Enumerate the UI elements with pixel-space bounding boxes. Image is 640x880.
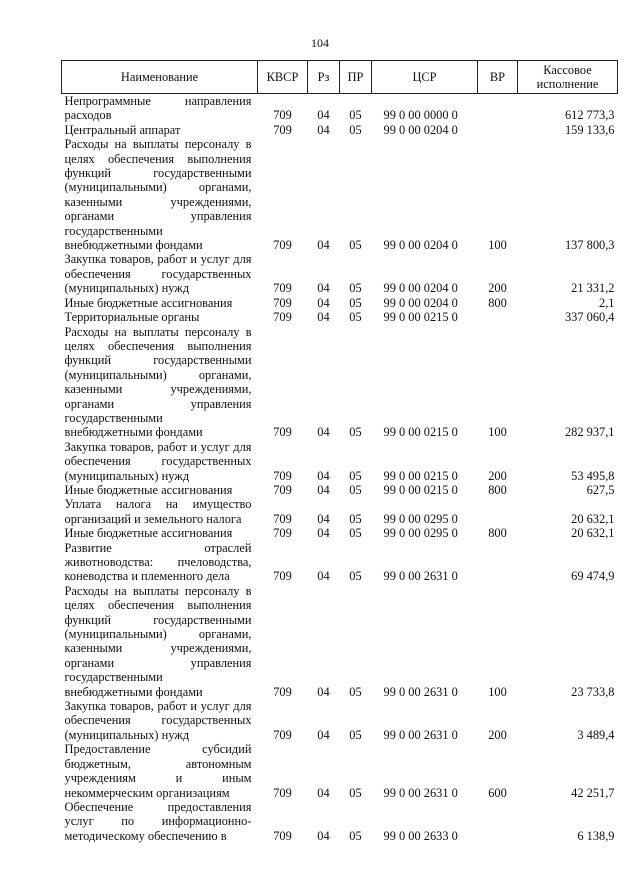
- cell-pr: 05: [349, 468, 362, 483]
- table-row: [62, 325, 618, 440]
- cell-sum: 21 331,2: [571, 281, 615, 296]
- cell-vr: 100: [488, 238, 507, 253]
- cell-sum: 282 937,1: [564, 425, 615, 440]
- cell-kvsr: 709: [273, 727, 292, 742]
- table-row: [62, 541, 618, 584]
- budget-table: [61, 60, 618, 843]
- cell-rz: 04: [317, 425, 330, 440]
- cell-pr: 05: [349, 281, 362, 296]
- cell-name: Предоставление субсидий бюджетным, автономным учреждениям и иным некоммерческим организациям: [64, 742, 252, 800]
- cell-vr: 800: [488, 295, 507, 310]
- cell-kvsr: 709: [273, 482, 292, 497]
- table-row: [62, 584, 618, 699]
- cell-sum: 337 060,4: [564, 310, 615, 325]
- header-kvsr: КВСР: [258, 61, 308, 94]
- cell-rz: 04: [317, 468, 330, 483]
- cell-rz: 04: [317, 569, 330, 584]
- cell-name: Закупка товаров, работ и услуг для обеспечения государственных (муниципальных) нужд: [64, 699, 252, 742]
- cell-csr: 99 0 00 0215 0: [383, 482, 458, 497]
- table-header: [62, 61, 618, 94]
- cell-name: Центральный аппарат: [64, 122, 181, 137]
- cell-csr: 99 0 00 0204 0: [383, 281, 458, 296]
- table-body: [62, 94, 618, 844]
- cell-vr: [478, 497, 518, 526]
- cell-kvsr: 709: [273, 569, 292, 584]
- cell-sum: 42 251,7: [571, 785, 615, 800]
- header-csr: ЦСР: [372, 61, 478, 94]
- cell-name: Закупка товаров, работ и услуг для обеспечения государственных (муниципальных) нужд: [64, 439, 252, 483]
- cell-csr: 99 0 00 2633 0: [383, 828, 458, 843]
- page-number: 104: [311, 36, 329, 50]
- cell-sum: 23 733,8: [571, 684, 615, 699]
- cell-kvsr: 709: [273, 526, 292, 541]
- cell-kvsr: 709: [273, 281, 292, 296]
- cell-name: Непрограммные направления расходов: [64, 94, 252, 123]
- table-row: [62, 483, 618, 497]
- table-row: [62, 252, 618, 295]
- cell-rz: 04: [317, 526, 330, 541]
- cell-pr: 05: [349, 482, 362, 497]
- table-row: [62, 296, 618, 310]
- header-name: Наименование: [62, 61, 258, 94]
- cell-name: Расходы на выплаты персоналу в целях обеспечения выполнения функций государственными (муниципальными) органами, казенными учреждениями, органами управления государственными внебюджетными фондами: [64, 137, 252, 253]
- cell-rz: 04: [317, 281, 330, 296]
- cell-vr: [478, 123, 518, 137]
- table-row: [62, 123, 618, 137]
- cell-csr: 99 0 00 0204 0: [383, 238, 458, 253]
- cell-sum: 69 474,9: [571, 569, 615, 584]
- cell-csr: 99 0 00 0215 0: [383, 425, 458, 440]
- cell-sum: 612 773,3: [564, 108, 615, 123]
- cell-name: Иные бюджетные ассигнования: [64, 482, 233, 497]
- cell-vr: 200: [488, 468, 507, 483]
- table-row: [62, 440, 618, 483]
- table-row: [62, 137, 618, 252]
- cell-pr: 05: [349, 526, 362, 541]
- cell-vr: 200: [488, 727, 507, 742]
- cell-vr: 200: [488, 281, 507, 296]
- header-sum: Кассовое исполнение: [518, 61, 618, 94]
- cell-kvsr: 709: [273, 468, 292, 483]
- cell-pr: 05: [349, 684, 362, 699]
- cell-csr: 99 0 00 0204 0: [383, 295, 458, 310]
- cell-vr: 100: [488, 684, 507, 699]
- cell-name: Иные бюджетные ассигнования: [64, 295, 233, 310]
- cell-csr: 99 0 00 2631 0: [383, 569, 458, 584]
- table-row: [62, 94, 618, 123]
- table-row: [62, 497, 618, 526]
- cell-sum: 159 133,6: [564, 122, 615, 137]
- cell-csr: 99 0 00 0215 0: [383, 468, 458, 483]
- cell-pr: 05: [349, 785, 362, 800]
- cell-pr: 05: [349, 569, 362, 584]
- cell-name: Уплата налога на имущество организаций и земельного налога: [64, 497, 252, 526]
- cell-rz: 04: [317, 482, 330, 497]
- cell-kvsr: 709: [273, 785, 292, 800]
- cell-kvsr: 709: [273, 310, 292, 325]
- cell-pr: 05: [349, 122, 362, 137]
- cell-kvsr: 709: [273, 425, 292, 440]
- cell-vr: 800: [488, 526, 507, 541]
- cell-pr: 05: [349, 511, 362, 526]
- cell-name: Расходы на выплаты персоналу в целях обеспечения выполнения функций государственными (муниципальными) органами, казенными учреждениями, органами управления государственными внебюджетными фондами: [64, 583, 252, 699]
- cell-sum: 2,1: [599, 295, 615, 310]
- cell-kvsr: 709: [273, 238, 292, 253]
- cell-sum: 6 138,9: [577, 828, 615, 843]
- cell-name: Обеспечение предоставления услуг по информационно-методическому обеспечению в: [64, 799, 252, 843]
- cell-rz: 04: [317, 511, 330, 526]
- header-rz: Рз: [308, 61, 340, 94]
- cell-rz: 04: [317, 785, 330, 800]
- cell-name: Расходы на выплаты персоналу в целях обеспечения выполнения функций государственными (муниципальными) органами, казенными учреждениями, органами управления государственными внебюджетными фондами: [64, 324, 252, 440]
- cell-sum: 20 632,1: [571, 526, 615, 541]
- cell-rz: 04: [317, 684, 330, 699]
- cell-csr: 99 0 00 0000 0: [383, 108, 458, 123]
- cell-csr: 99 0 00 2631 0: [383, 727, 458, 742]
- cell-kvsr: 709: [273, 295, 292, 310]
- cell-kvsr: 709: [273, 511, 292, 526]
- cell-csr: 99 0 00 0295 0: [383, 511, 458, 526]
- table-row: [62, 310, 618, 324]
- cell-vr: [478, 541, 518, 584]
- cell-sum: 627,5: [586, 482, 615, 497]
- cell-sum: 137 800,3: [564, 238, 615, 253]
- cell-pr: 05: [349, 425, 362, 440]
- cell-pr: 05: [349, 310, 362, 325]
- cell-rz: 04: [317, 310, 330, 325]
- header-vr: ВР: [478, 61, 518, 94]
- cell-rz: 04: [317, 828, 330, 843]
- header-pr: ПР: [340, 61, 372, 94]
- cell-vr: 600: [488, 785, 507, 800]
- cell-sum: 3 489,4: [577, 727, 615, 742]
- cell-sum: 20 632,1: [571, 511, 615, 526]
- cell-csr: 99 0 00 0215 0: [383, 310, 458, 325]
- cell-rz: 04: [317, 295, 330, 310]
- cell-csr: 99 0 00 0204 0: [383, 122, 458, 137]
- cell-sum: 53 495,8: [571, 468, 615, 483]
- table-row: [62, 699, 618, 742]
- cell-rz: 04: [317, 727, 330, 742]
- cell-rz: 04: [317, 122, 330, 137]
- cell-vr: [478, 94, 518, 123]
- cell-name: Закупка товаров, работ и услуг для обеспечения государственных (муниципальных) нужд: [64, 252, 252, 296]
- table-row: [62, 800, 618, 843]
- cell-pr: 05: [349, 828, 362, 843]
- cell-kvsr: 709: [273, 122, 292, 137]
- table-row: [62, 742, 618, 800]
- cell-vr: [478, 310, 518, 324]
- cell-csr: 99 0 00 2631 0: [383, 684, 458, 699]
- cell-vr: 800: [488, 482, 507, 497]
- cell-name: Территориальные органы: [64, 310, 200, 325]
- cell-pr: 05: [349, 727, 362, 742]
- cell-pr: 05: [349, 238, 362, 253]
- table-row: [62, 526, 618, 540]
- cell-name: Развитие отраслей животноводства: пчеловодства, коневодства и племенного дела: [64, 540, 252, 584]
- cell-kvsr: 709: [273, 684, 292, 699]
- cell-csr: 99 0 00 2631 0: [383, 785, 458, 800]
- cell-name: Иные бюджетные ассигнования: [64, 526, 233, 541]
- cell-rz: 04: [317, 238, 330, 253]
- cell-vr: [478, 800, 518, 843]
- cell-vr: 100: [488, 425, 507, 440]
- cell-rz: 04: [317, 108, 330, 123]
- cell-pr: 05: [349, 295, 362, 310]
- cell-kvsr: 709: [273, 108, 292, 123]
- cell-pr: 05: [349, 108, 362, 123]
- cell-csr: 99 0 00 0295 0: [383, 526, 458, 541]
- cell-kvsr: 709: [273, 828, 292, 843]
